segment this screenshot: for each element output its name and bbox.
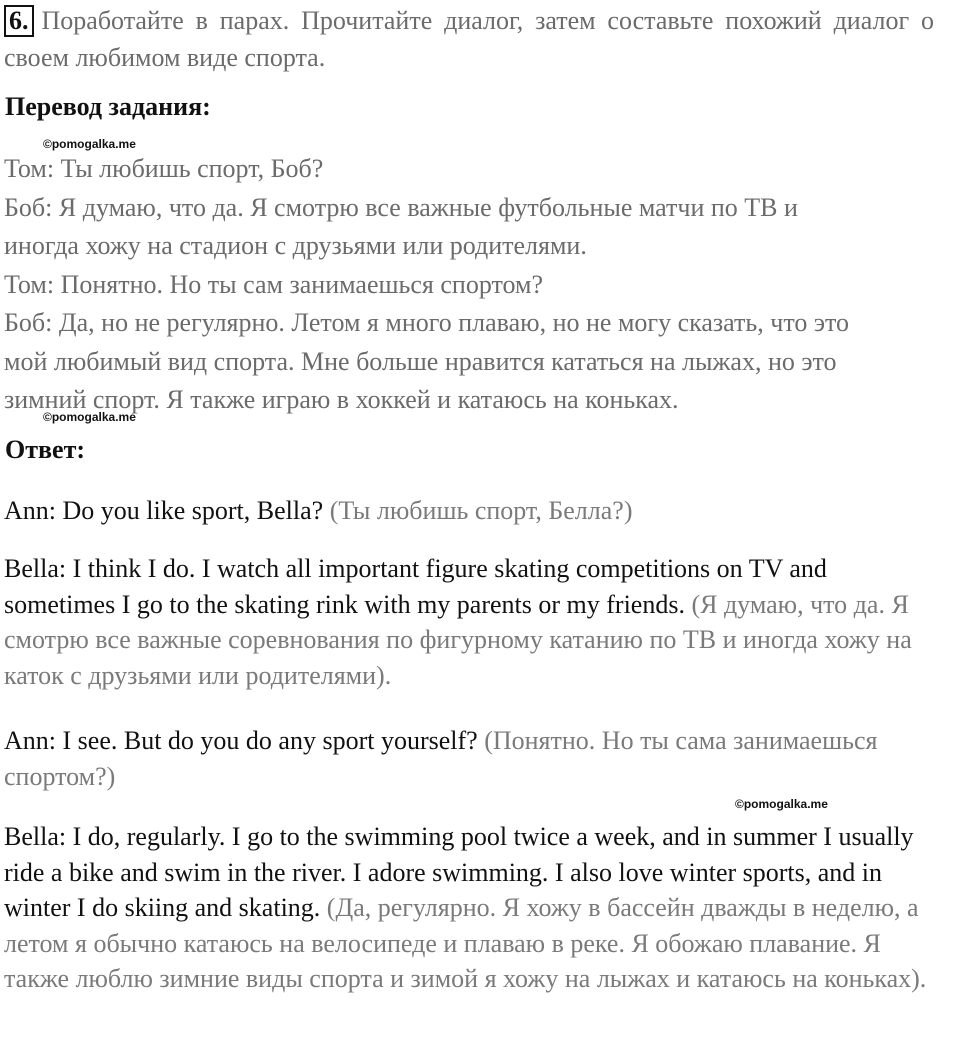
- answer-line-bella-2: [4, 819, 944, 997]
- answer-translation: (Ты любишь спорт, Белла?): [329, 496, 633, 525]
- watermark: ©pomogalka.me: [735, 797, 828, 811]
- answer-english: Ann: I see. But do you do any sport yourself?: [4, 726, 478, 755]
- task-instruction: [4, 2, 934, 76]
- translation-heading: Перевод задания:: [5, 92, 211, 121]
- answer-translation: (Я думаю, что да. Я смотрю все важные соревнования по фигурному катанию по ТВ и иногда хожу на каток с друзьями или родителями).: [4, 589, 912, 690]
- task-text: Поработайте в парах. Прочитайте диалог, затем составьте похожий диалог о своем любимом виде спорта.: [4, 6, 934, 72]
- answer-line-bella-1: [4, 551, 944, 693]
- watermark: ©pomogalka.me: [43, 410, 136, 424]
- answer-english: Bella: I do, regularly. I go to the swimming pool twice a week, and in summer I usually ride a bike and swim in the river. I adore swimming. I also love winter sports, and in winter I do skiing and skating.: [4, 822, 914, 922]
- answer-line-ann-1: [4, 493, 944, 529]
- watermark: ©pomogalka.me: [43, 137, 136, 151]
- answer-english: Ann: Do you like sport, Bella?: [4, 496, 324, 525]
- answer-translation: (Понятно. Но ты сама занимаешься спортом?): [4, 726, 878, 791]
- translation-line: Боб: Я думаю, что да. Я смотрю все важные футбольные матчи по ТВ и: [4, 192, 798, 222]
- translation-line: зимний спорт. Я также играю в хоккей и катаюсь на коньках.: [4, 385, 679, 414]
- translation-line: Том: Ты любишь спорт, Боб?: [4, 154, 324, 183]
- translation-line: мой любимый вид спорта. Мне больше нравится кататься на лыжах, но это: [4, 346, 837, 376]
- task-number: 6.: [4, 5, 34, 37]
- answer-heading: Ответ:: [5, 435, 86, 464]
- translation-line: Боб: Да, но не регулярно. Летом я много плаваю, но не могу сказать, что это: [4, 308, 850, 337]
- translation-line: иногда хожу на стадион с друзьями или родителями.: [4, 231, 587, 260]
- translation-dialog: [4, 150, 944, 420]
- answer-line-ann-2: [4, 723, 944, 794]
- answer-translation: (Да, регулярно. Я хожу в бассейн дважды в неделю, а летом я обычно катаюсь на велосипеде и плаваю в реке. Я обожаю плавание. Я также люблю зимние виды спорта и зимой я хожу на лыжах и катаюсь на коньках).: [4, 893, 927, 993]
- translation-line: Том: Понятно. Но ты сам занимаешься спортом?: [4, 269, 543, 299]
- answer-english: Bella: I think I do. I watch all important figure skating competitions on TV and sometimes I go to the skating rink with my parents or my friends.: [4, 554, 827, 619]
